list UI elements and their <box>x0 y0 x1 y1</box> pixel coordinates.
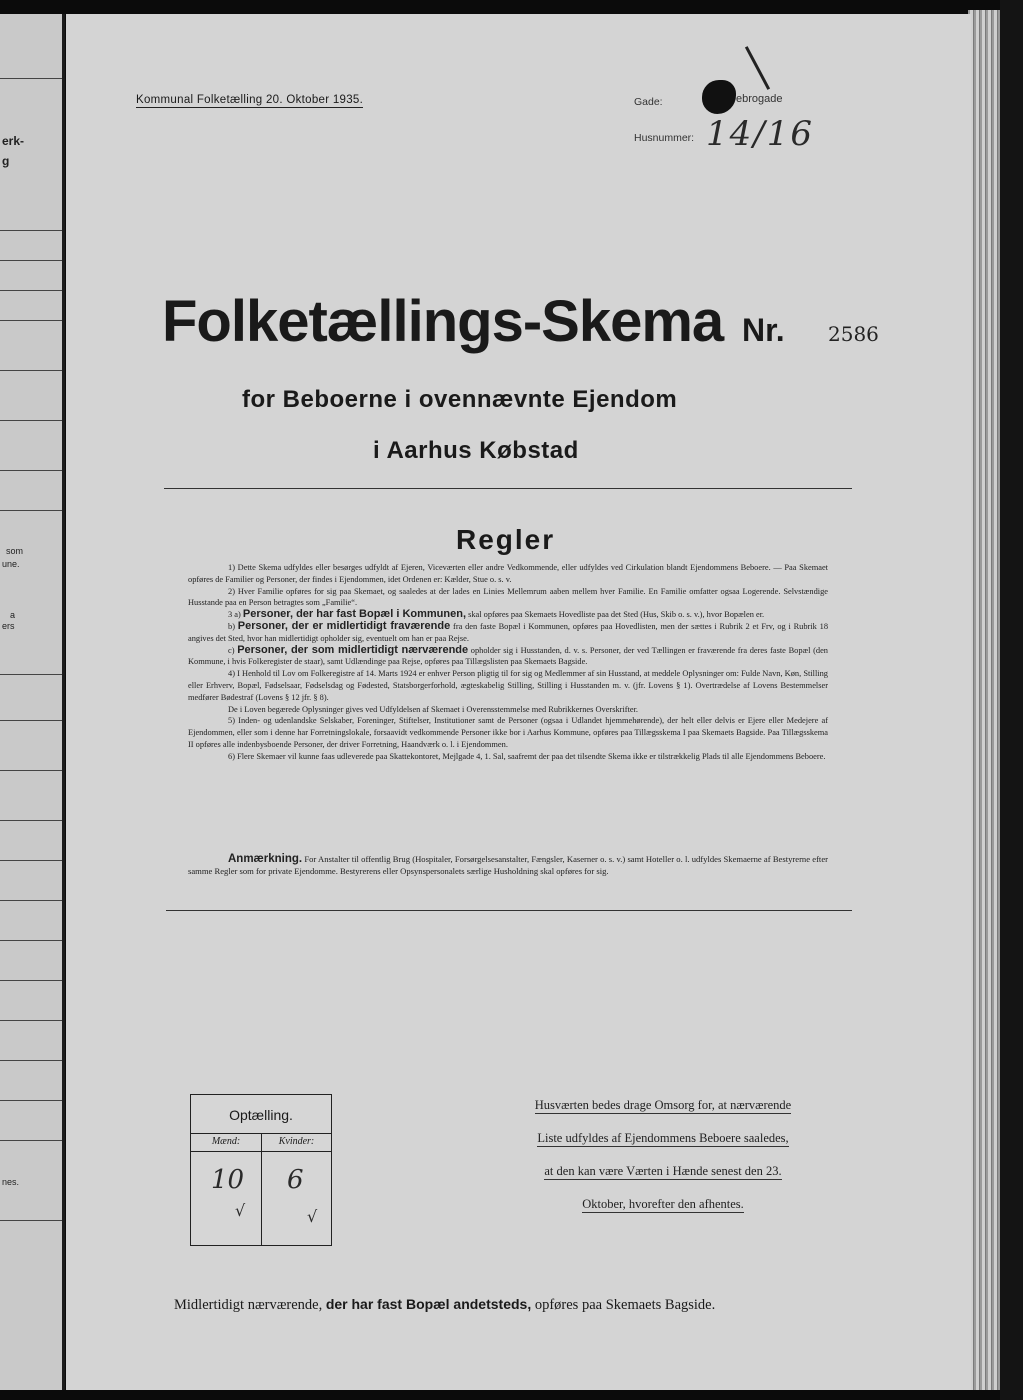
form-subtitle: for Beboerne i ovennævnte Ejendom <box>242 386 678 413</box>
count-title: Optælling. <box>229 1107 293 1123</box>
rules-body <box>188 562 828 763</box>
note-label: Anmærkning. <box>228 853 303 865</box>
check-mark: √ <box>307 1207 318 1226</box>
house-number-value: 14/16 <box>706 114 814 154</box>
street-label: Gade: <box>634 96 663 108</box>
count-box <box>190 1094 332 1246</box>
divider <box>164 488 852 489</box>
ink-blot <box>702 80 736 114</box>
left-fragment: nes. <box>2 1177 20 1187</box>
rule-6: 6) Flere Skemaer vil kunne faas udleverede paa Skattekontoret, Mejlgade 4, 1. Sal, saafremt der paa det tilsendte Skema ikke er tilstrækkelig Plads til alle Ejendommens Beboere. <box>228 751 826 761</box>
rule-3a: 3 a) Personer, der har fast Bopæl i Kommunen, skal opføres paa Skemaets Hovedliste paa det Sted (Hus, Skib o. s. v.), hvor Bopælen er. <box>228 608 765 621</box>
left-facing-page <box>0 14 65 1390</box>
number-label: Nr. <box>742 312 785 348</box>
rule-1: 1) Dette Skema udfyldes eller besørges udfyldt af Ejeren, Viceværten eller andre Vedkommende, eller udfyldes ved Cirkulation blandt Ejendommens Beboere. — Paa Skemaet opføres de Familier og Personer, der findes i Ejendommen, idet Ordenen er: Kælder, Stue o. s. v. <box>188 563 828 584</box>
rule-4: 4) I Henhold til Lov om Folkeregistre af 14. Marts 1924 er enhver Person pligtig til for sig og Medlemmer af sin Husstand, at meddele Oplysninger om: Fulde Navn, Køn, Stilling eller Erhverv, Bopæl, Fødselsaar, Fødselsdag og Fødested, Statsborgerforhold, ægteskabelig Stilling, Stilling i Husstanden m. v. (jfr. Lovens § 1). Overtrædelse af Lovens Bestemmelser medfører Bødestraf (Lovens § 12 jfr. § 8). <box>188 669 828 702</box>
rule-2: 2) Hver Familie opføres for sig paa Skemaet, og saaledes at der lades en Linies Mellemrum aaben mellem hver Familie. En Familie omfatter ogsaa Logerende. Selvstændige Husstande paa en Person betragtes som „Familie“. <box>188 586 828 608</box>
footer-note: Midlertidigt nærværende, der har fast Bopæl andetsteds, opføres paa Skemaets Bagside. <box>174 1296 716 1313</box>
dark-border <box>1000 0 1023 1400</box>
instruction-line: Liste udfyldes af Ejendommens Beboere saaledes, <box>537 1131 789 1145</box>
instruction-line: at den kan være Værten i Hænde senest den 23. <box>544 1164 782 1178</box>
rule-5: 5) Inden- og udenlandske Selskaber, Foreninger, Stiftelser, Institutioner samt de Personer (ogsaa i Udlandet hjemmehørende), der helt eller delvis er Ejere eller Medejere af Ejendommen, eller som i denne har Forretningslokale, forsaavidt vedkommende Personer ikke bor i Aarhus Kommune, opføres paa Tillægsskema I paa Skemaets Bagside. Paa Tillægsskema II opføres alle indenbysboende Personer, der driver Forretning, Haandværk o. l. i Ejendommen. <box>188 716 828 749</box>
check-mark: √ <box>235 1201 246 1220</box>
instructions <box>488 1098 838 1212</box>
form-number: 2586 <box>828 322 879 346</box>
house-number-label: Husnummer: <box>634 132 695 144</box>
women-header: Kvinder: <box>278 1136 315 1147</box>
left-fragment: ers <box>2 621 15 631</box>
men-header: Mænd: <box>211 1136 241 1147</box>
left-fragment: une. <box>2 559 20 569</box>
rule-3c: c) Personer, der som midlertidigt nærværende opholder sig i Husstanden, d. v. s. Personer, der ved Tællingen er fraværende fra deres faste Bopæl (den Kommune, i hvis Folkeregister de staar), samt Udlændinge paa Rejse, opføres paa Tillægslisten paa Skemaets Bagside. <box>188 643 828 667</box>
left-fragment: g <box>2 154 10 168</box>
rules-heading: Regler <box>456 524 556 555</box>
rule-3b: b) Personer, der er midlertidigt fraværende fra den faste Bopæl i Kommunen, opføres paa Hovedlisten, men der sættes i Rubrik 2 et Frv, og i Rubrik 18 angives det Sted, hvor han midlertidigt opholder sig, eventuelt om han er paa Rejse. <box>188 619 829 643</box>
form-title: Folketællings-Skema <box>162 289 724 354</box>
note-text: For Anstalter til offentlig Brug (Hospitaler, Forsørgelsesanstalter, Fængsler, Kaserner o. s. v.) samt Hoteller o. l. udfyldes Skemaerne af Bestyrerne efter samme Regler som for private Ejendomme. Bestyrerens eller Opsynspersonalets særlige Husholdning skal opføres for sig. <box>188 854 828 876</box>
divider <box>166 910 852 911</box>
left-fragment: a <box>10 610 16 620</box>
census-header: Kommunal Folketælling 20. Oktober 1935. <box>136 94 364 106</box>
men-count: 10 <box>211 1165 245 1195</box>
form-location: i Aarhus Købstad <box>373 437 579 464</box>
street-value: ebrogade <box>736 93 783 105</box>
left-fragment: erk- <box>2 134 25 148</box>
instruction-line: Husværten bedes drage Omsorg for, at nærværende <box>534 1098 792 1112</box>
census-form-page <box>66 14 971 1390</box>
women-count: 6 <box>287 1165 304 1195</box>
pen-mark <box>745 46 770 90</box>
note-block <box>188 854 828 878</box>
instruction-line: Oktober, hvorefter den afhentes. <box>582 1197 744 1211</box>
rule-4b: De i Loven begærede Oplysninger gives ved Udfyldelsen af Skemaet i Overensstemmelse med Rubrikkernes Overskrifter. <box>228 704 639 714</box>
left-fragment: som <box>6 546 24 556</box>
